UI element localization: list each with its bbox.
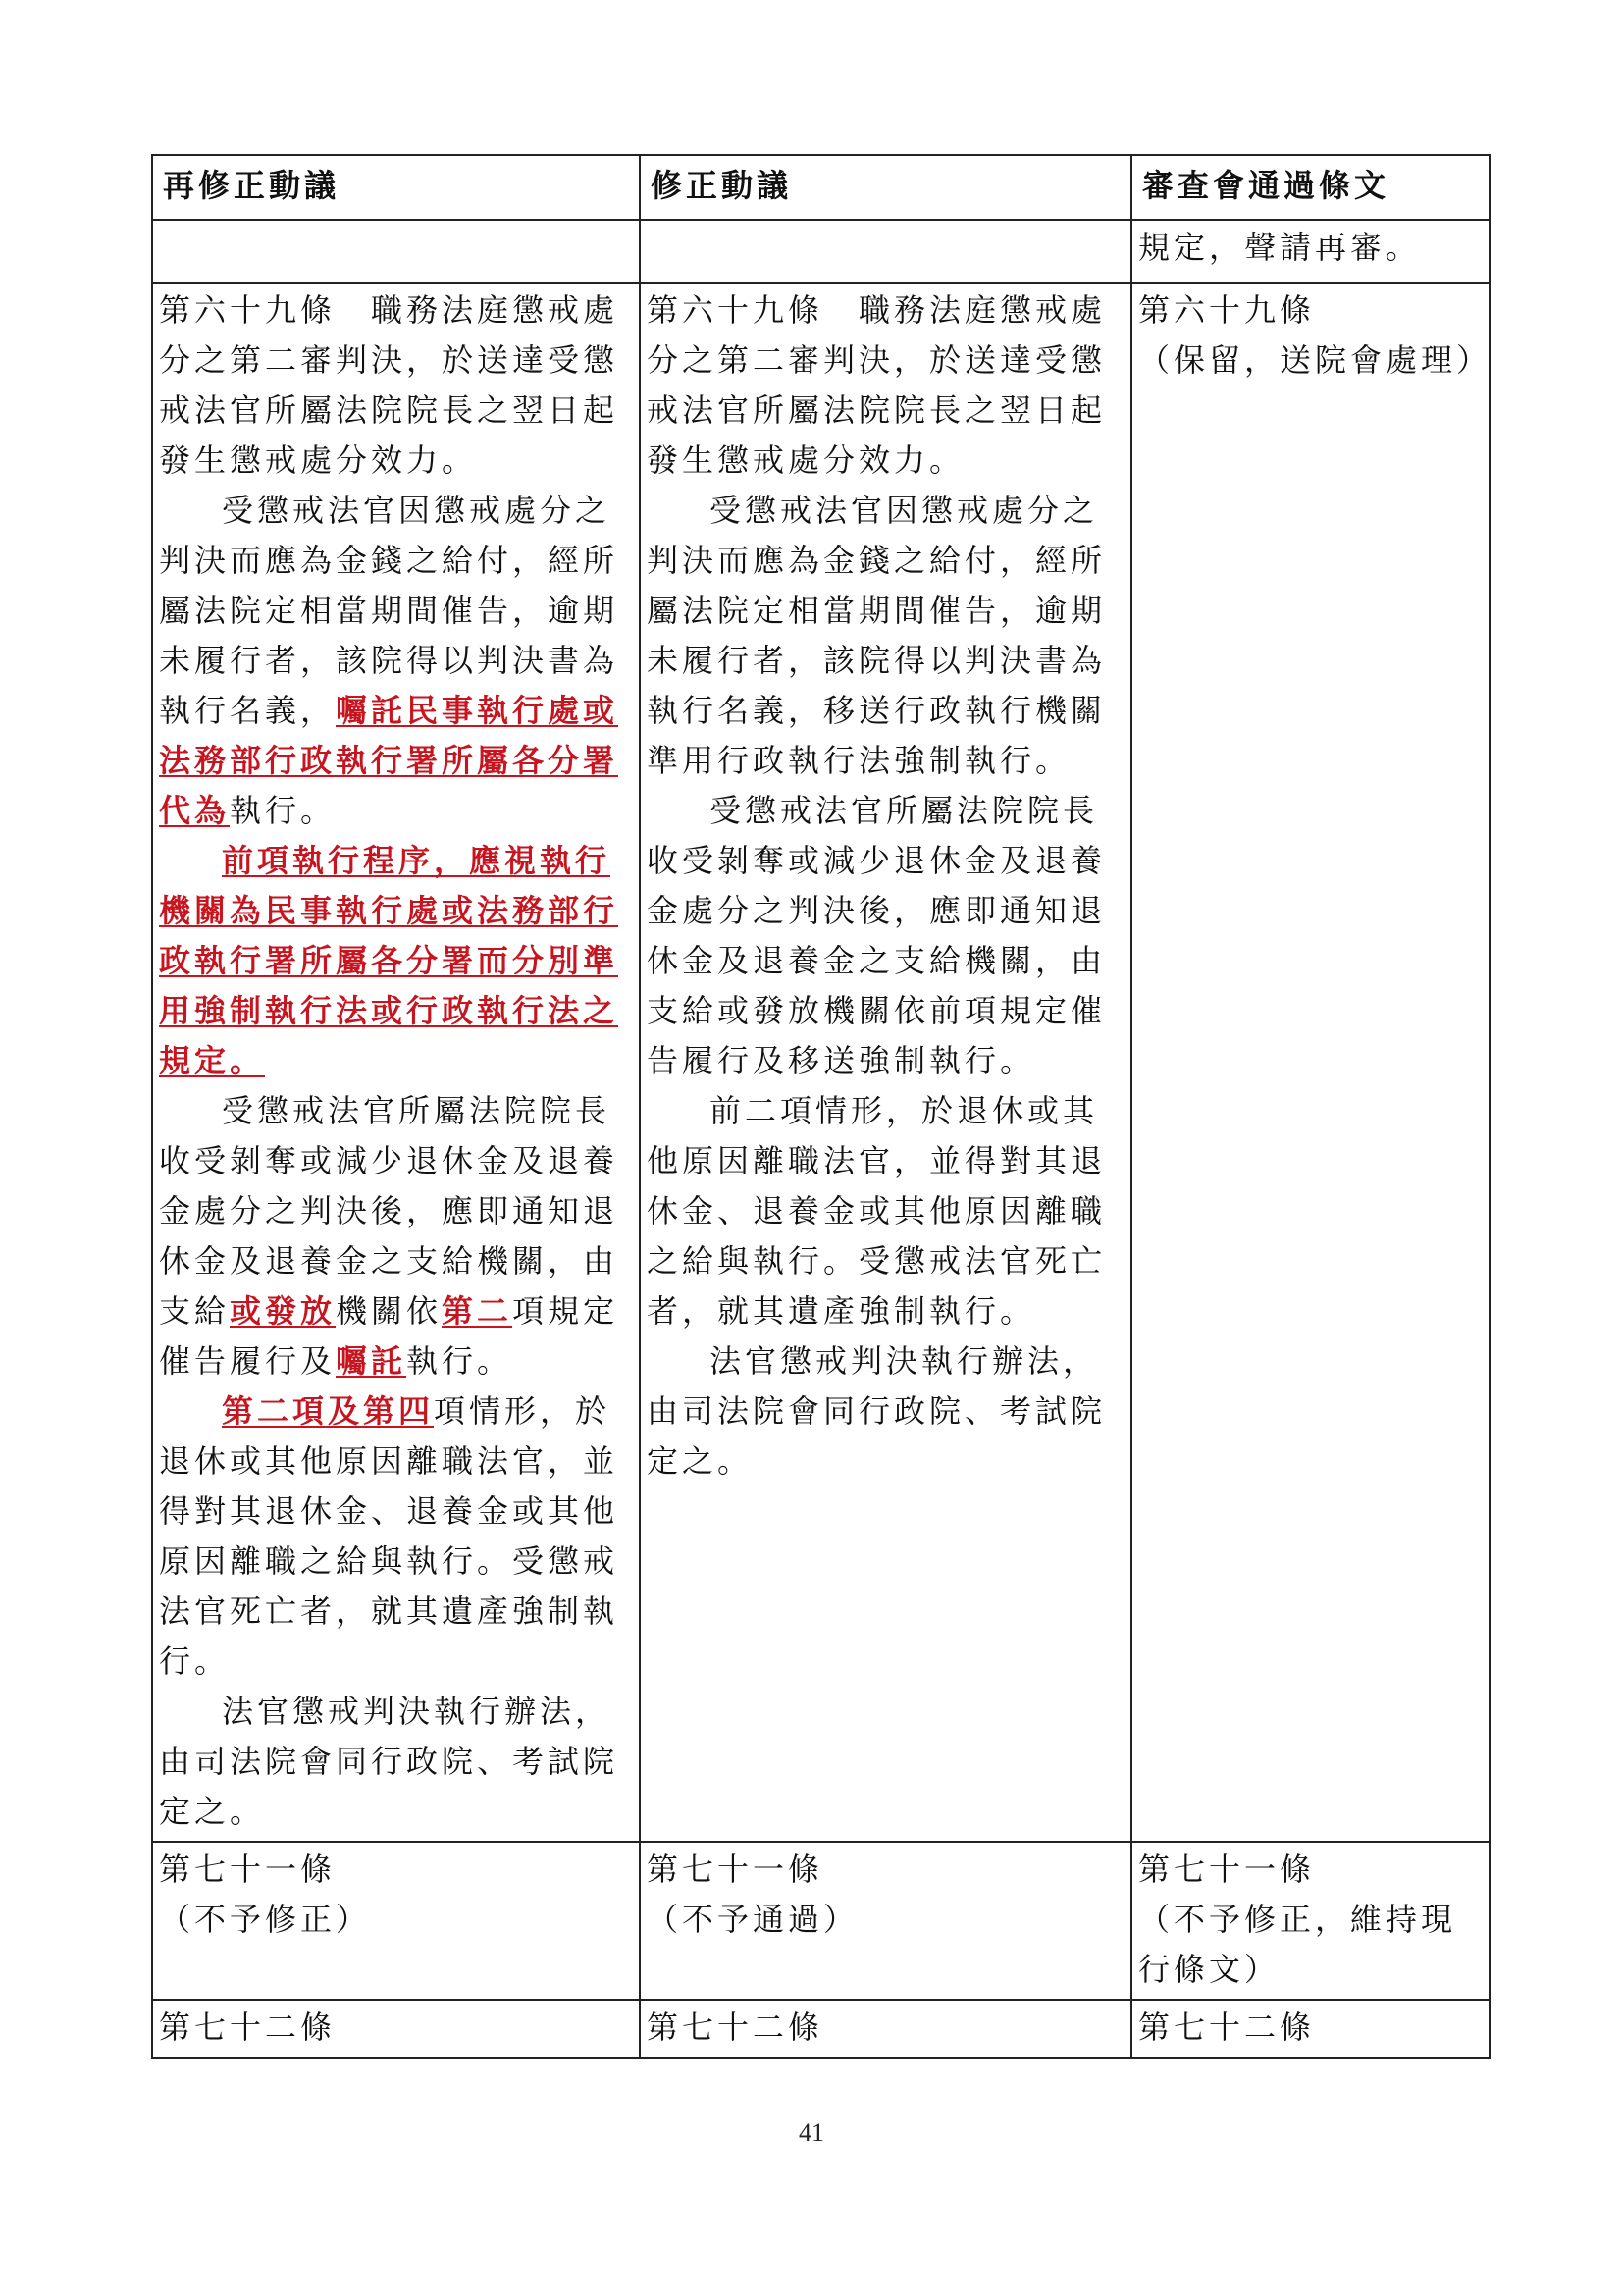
article-note: （不予修正，維持現行條文） (1138, 1901, 1457, 1988)
article-title: 第七十一條 (159, 1851, 337, 1888)
text: 機關依 (336, 1292, 443, 1330)
text: 項情形，於退休或其他原因離職法官，並得對其退休金、退養金或其他原因離職之給與執行。受懲戒法官死亡者，就其遺產強制執行。 (159, 1392, 619, 1680)
header-committee-passed-text: 審查會通過條文 (1131, 155, 1490, 220)
highlighted-amendment: 囑託 (336, 1342, 407, 1380)
text: 執行。 (406, 1342, 513, 1380)
paragraph: 法官懲戒判決執行辦法，由司法院會同行政院、考試院定之。 (159, 1693, 619, 1830)
text: 受懲戒法官所屬法院院長收受剝奪或減少退休金及退養金處分之判決後，應即通知退休金及退養金之支給機關，由支給 (159, 1092, 619, 1330)
article-note: （不予通過） (647, 1901, 860, 1938)
paragraph (159, 1086, 633, 1386)
text: 受懲戒法官因懲戒處分之判決而應為金錢之給付，經所屬法院定相當期間催告，逾期未履行者，該院得以判決書為執行名義， (159, 492, 619, 729)
paragraph: 法官懲戒判決執行辦法，由司法院會同行政院、考試院定之。 (647, 1342, 1107, 1480)
table-cell-empty (152, 220, 640, 283)
paragraph (159, 836, 633, 1086)
highlighted-amendment: 前項執行程序，應視執行機關為民事執行處或法務部行政執行署所屬各分署而分別準用強制執行法或行政執行法之規定。 (159, 842, 619, 1079)
comparison-table (151, 154, 1491, 2059)
highlighted-amendment: 第二 (442, 1292, 513, 1330)
article-69-amendment-cell (640, 283, 1131, 1842)
table-row-article-71 (152, 1842, 1490, 2000)
header-resubmission-motion: 再修正動議 (152, 155, 640, 220)
table-row-article-69 (152, 283, 1490, 1842)
article-69-resubmission-cell (152, 283, 640, 1842)
article-note: （不予修正） (159, 1901, 372, 1938)
paragraph: 受懲戒法官因懲戒處分之判決而應為金錢之給付，經所屬法院定相當期間催告，逾期未履行者，該院得以判決書為執行名義，移送行政執行機關準用行政執行法強制執行。 (647, 492, 1107, 779)
paragraph: 前二項情形，於退休或其他原因離職法官，並得對其退休金、退養金或其他原因離職之給與執行。受懲戒法官死亡者，就其遺產強制執行。 (647, 1092, 1107, 1330)
table-row (152, 220, 1490, 283)
table-cell: 規定，聲請再審。 (1131, 220, 1490, 283)
table-header-row (152, 155, 1490, 220)
article-72-amendment-cell: 第七十二條 (640, 2000, 1131, 2058)
text: 項規定催告履行及 (159, 1292, 619, 1380)
highlighted-amendment: 或發放 (230, 1292, 337, 1330)
article-72-committee-cell: 第七十二條 (1131, 2000, 1490, 2058)
article-71-resubmission-cell (152, 1842, 640, 2000)
article-title: 第七十一條 (647, 1851, 824, 1888)
header-amendment-motion: 修正動議 (640, 155, 1131, 220)
article-72-resubmission-cell: 第七十二條 (152, 2000, 640, 2058)
table-row-article-72 (152, 2000, 1490, 2058)
highlighted-amendment: 第二項及第四 (222, 1392, 435, 1430)
paragraph: 第六十九條 職務法庭懲戒處分之第二審判決，於送達受懲戒法官所屬法院院長之翌日起發生懲戒處分效力。 (159, 291, 619, 479)
table-cell-empty (640, 220, 1131, 283)
paragraph (159, 1386, 633, 1687)
article-title: 第七十一條 (1138, 1851, 1316, 1888)
paragraph: 第六十九條 職務法庭懲戒處分之第二審判決，於送達受懲戒法官所屬法院院長之翌日起發生懲戒處分效力。 (647, 291, 1107, 479)
highlighted-amendment: 囑託民事執行處或法務部行政執行署所屬各分署代為 (159, 692, 619, 829)
paragraph: 受懲戒法官所屬法院院長收受剝奪或減少退休金及退養金處分之判決後，應即通知退休金及退養金之支給機關，由支給或發放機關依前項規定催告履行及移送強制執行。 (647, 792, 1107, 1079)
paragraph (159, 486, 633, 836)
page-number: 41 (799, 2118, 824, 2147)
comparison-table-area (151, 154, 1492, 2059)
text: 執行。 (230, 792, 337, 829)
article-69-committee-cell (1131, 283, 1490, 1842)
article-71-committee-cell (1131, 1842, 1490, 2000)
article-note: （保留，送院會處理） (1138, 341, 1492, 379)
article-71-amendment-cell (640, 1842, 1131, 2000)
article-title: 第六十九條 (1138, 291, 1316, 329)
